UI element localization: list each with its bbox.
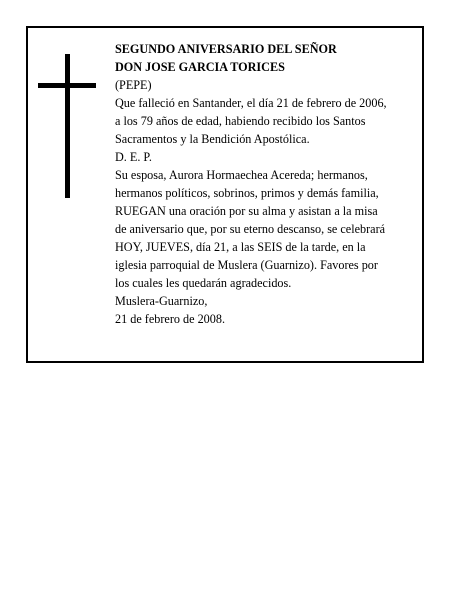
rip-line: D. E. P. (115, 150, 152, 164)
notice-body-line: hermanos políticos, sobrinos, primos y demás familia, (115, 186, 379, 200)
nickname: (PEPE) (115, 78, 152, 92)
notice-body-line: RUEGAN una oración por su alma y asistan a la misa (115, 204, 378, 218)
notice-body-line: Su esposa, Aurora Hormaechea Acereda; hermanos, (115, 168, 368, 182)
notice-body-line: los cuales les quedarán agradecidos. (115, 276, 292, 290)
notice-body-line: Sacramentos y la Bendición Apostólica. (115, 132, 310, 146)
obituary-notice (26, 26, 424, 363)
notice-body-line: a los 79 años de edad, habiendo recibido los Santos (115, 114, 366, 128)
notice-heading-line-2: DON JOSE GARCIA TORICES (115, 60, 285, 74)
notice-body-line: iglesia parroquial de Muslera (Guarnizo). Favores por (115, 258, 378, 272)
cross-icon (38, 54, 96, 198)
place-line: Muslera-Guarnizo, (115, 294, 208, 308)
notice-body-line: de aniversario que, por su eterno descanso, se celebrará (115, 222, 386, 236)
notice-text (115, 40, 423, 328)
cross-vertical-bar (65, 54, 70, 198)
notice-body-line: HOY, JUEVES, día 21, a las SEIS de la tarde, en la (115, 240, 366, 254)
notice-body-line: Que falleció en Santander, el día 21 de febrero de 2006, (115, 96, 387, 110)
notice-heading-line-1: SEGUNDO ANIVERSARIO DEL SEÑOR (115, 42, 337, 56)
date-line: 21 de febrero de 2008. (115, 312, 225, 326)
cross-horizontal-bar (38, 83, 96, 88)
